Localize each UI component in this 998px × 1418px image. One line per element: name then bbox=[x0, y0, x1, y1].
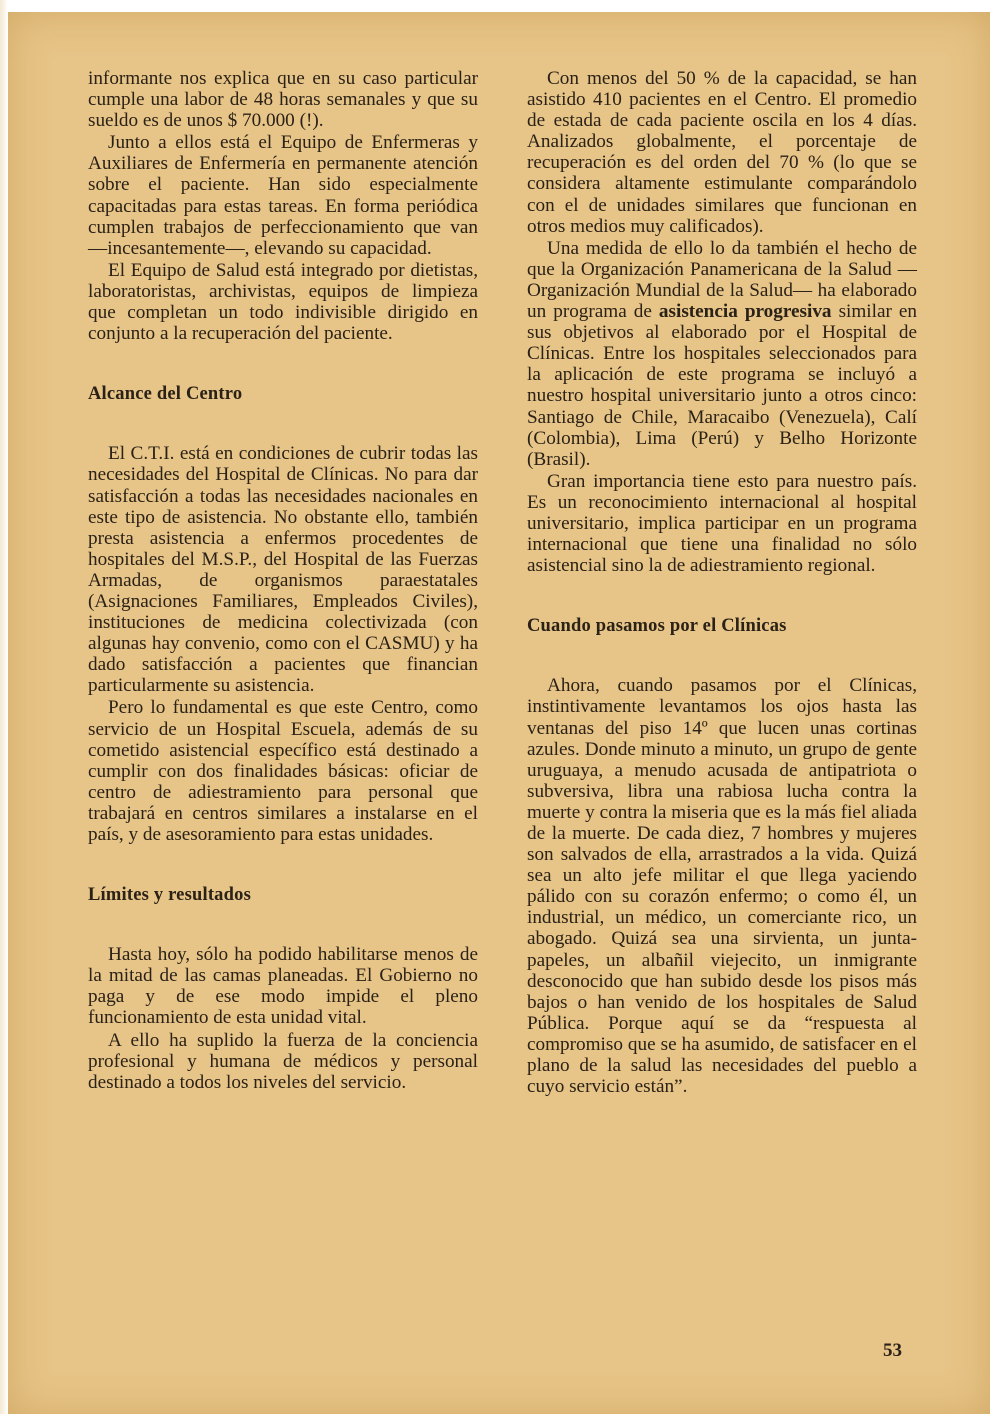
bold-term: asistencia progresiva bbox=[658, 301, 832, 323]
page-number: 53 bbox=[883, 1340, 902, 1361]
paragraph: Con menos del 50 % de la capacidad, se han asistido 410 pacientes en el Centro. El promedio de estada de cada paciente oscila en los 4 días. Analizados globalmente, el porcentaje de recuperación es del orden del 70 % (lo que se considera altamente estimulante comparándolo con el de unidades similares que funcionan en otros medios muy calificados). bbox=[527, 68, 917, 237]
paragraph: Pero lo fundamental es que este Centro, como servicio de un Hospital Escuela, además de su cometido asistencial específico está destinado a cumplir con dos finalidades básicas: oficiar de centro de adiestramiento para personal que trabajará en centros similares a instalarse en el país, y de asesoramiento para estas unidades. bbox=[88, 697, 478, 845]
paragraph-text: similar en sus objetivos al elaborado por el Hospital de Clínicas. Entre los hospitales seleccionados para la aplicación de este programa se incluyó a nuestro hospital universitario junto a otros cinco: Santiago de Chile, Maracaibo (Venezuela), Calí (Colombia), Lima (Perú) y Belho Horizonte (Brasil). bbox=[527, 301, 917, 470]
paragraph: Hasta hoy, sólo ha podido habilitarse menos de la mitad de las camas planeadas. El Gobierno no paga y de ese modo impide el pleno funcionamiento de esta unidad vital. bbox=[88, 944, 478, 1029]
page-bottom-margin bbox=[0, 1414, 998, 1418]
page-left-margin bbox=[0, 0, 8, 1418]
section-heading-cuando: Cuando pasamos por el Clínicas bbox=[527, 616, 787, 637]
paragraph bbox=[527, 238, 917, 470]
left-column bbox=[88, 68, 478, 1093]
paragraph: informante nos explica que en su caso particular cumple una labor de 48 horas semanales y que su sueldo es de unos $ 70.000 (!). bbox=[88, 68, 478, 132]
paragraph: Junto a ellos está el Equipo de Enfermeras y Auxiliares de Enfermería en permanente atención sobre el paciente. Han sido especialmente capacitadas para estas tareas. En forma periódica cumplen trabajos de perfeccionamiento que van —incesantemente—, elevando su capacidad. bbox=[88, 132, 478, 259]
paragraph: El Equipo de Salud está integrado por dietistas, laboratoristas, archivistas, equipos de limpieza que completan un todo indivisible dirigido en conjunto a la recuperación del paciente. bbox=[88, 259, 478, 345]
magazine-page bbox=[8, 12, 990, 1416]
paragraph: El C.T.I. está en condiciones de cubrir todas las necesidades del Hospital de Clínicas. No para dar satisfacción a todas las necesidades nacionales en este tipo de asistencia. No obstante ello, también presta asistencia a enfermos procedentes de hospitales del M.S.P., del Hospital de las Fuerzas Armadas, de organismos paraestatales (Asignaciones Familiares, Empleados Civiles), instituciones de medicina colectivizada (con algunas hay convenio, como con el CASMU) y ha dado satisfacción a pacientes que financian particularmente su asistencia. bbox=[88, 443, 478, 697]
paragraph: Ahora, cuando pasamos por el Clínicas, instintivamente levantamos los ojos hasta las ventanas del piso 14º que lucen unas cortinas azules. Donde minuto a minuto, un grupo de gente uruguaya, a menudo acusada de antipatriota o subversiva, libra una rabiosa lucha contra la muerte y contra la miseria que es la más fiel aliada de la muerte. De cada diez, 7 hombres y mujeres son salvados de ella, arrastrados a la vida. Quizá sea un alto jefe militar el que llega yaciendo pálido con su corazón enfermo; o como él, un industrial, un médico, un comerciante rico, un abogado. Quizá sea una sirvienta, un junta-papeles, un albañil viejecito, un inmigrante desconocido que han subido desde los pisos más bajos o han venido de los hospitales de Salud Pública. Porque aquí se da “respuesta al compromiso que se ha asumido, de satisfacer en el plano de la salud las necesidades del pueblo a cuyo servicio están”. bbox=[527, 675, 917, 1098]
paragraph: A ello ha suplido la fuerza de la conciencia profesional y humana de médicos y personal destinado a todos los niveles del servicio. bbox=[88, 1029, 478, 1093]
section-heading-limites: Límites y resultados bbox=[88, 885, 251, 906]
right-column bbox=[527, 68, 917, 1097]
paragraph: Gran importancia tiene esto para nuestro país. Es un reconocimiento internacional al hospital universitario, implica participar en un programa internacional que tiene una finalidad no sólo asistencial sino la de adiestramiento regional. bbox=[527, 470, 917, 577]
section-heading-alcance: Alcance del Centro bbox=[88, 384, 243, 405]
paragraph-text: Una medida de ello lo da también el hecho de que la Organización Panamericana de la Salud —Organización Mundial de la Salud— ha elaborado un programa de bbox=[527, 237, 917, 323]
